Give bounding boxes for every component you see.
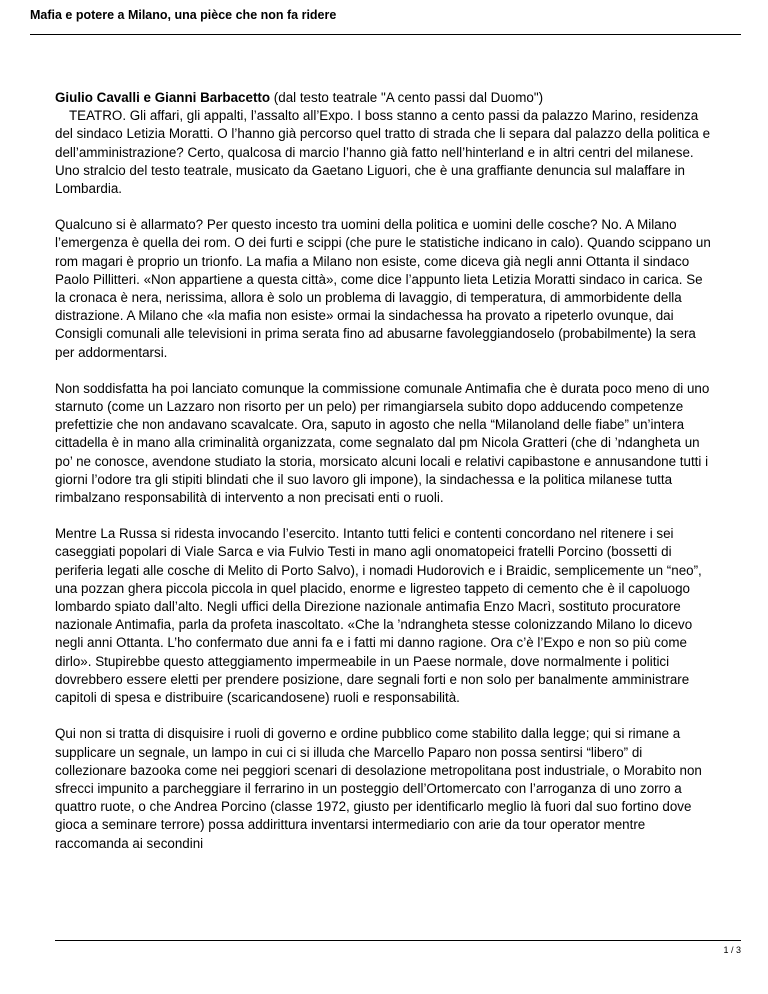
byline-source: (dal testo teatrale "A cento passi dal Duomo") xyxy=(270,90,544,105)
article-paragraph: Non soddisfatta ha poi lanciato comunque la commissione comunale Antimafia che è durata poco meno di uno starnuto (come un Lazzaro non risorto per un pelo) per rimangiarsela subito dopo adducendo competenze prefettizie che non andavano scavalcate. Ora, saputo in agosto che nella “Milanoland delle fiabe” un’intera cittadella è in mano alla criminalità organizzata, come segnalato dal pm Nicola Gratteri (che di ’ndangheta un po’ ne conosce, avendone studiato la storia, morsicato alcuni locali e relativi capibastone e annusandone tutti i giorni l’odore tra gli stipiti blindati che il suo lavoro gli impone), la sindachessa e la politica milanese tutta rimbalzano responsabilità di intervento a non precisati enti o ruoli. xyxy=(55,380,710,506)
article-paragraph: Qui non si tratta di disquisire i ruoli di governo e ordine pubblico come stabilito dalla legge; qui si rimane a supplicare un segnale, un lampo in cui ci si illuda che Marcello Paparo non possa sentirsi “libero” di collezionare bazooka come nei peggiori scenari di desolazione metropolitana post industriale, o Morabito non sfrecci impunito a parcheggiare il ferrarino in un posteggio dell’Ortomercato con l’arroganza di uno zorro a quattro ruote, o che Andrea Porcino (classe 1972, giusto per identificarlo meglio là fuori dal suo fortino dove gioca a seminare terrore) possa addirittura inventarsi intermediario con arie da tour operator mentre raccomanda ai secondini xyxy=(55,726,702,851)
page-header-title: Mafia e potere a Milano, una pièce che non fa ridere xyxy=(30,8,337,22)
intro-text: TEATRO. Gli affari, gli appalti, l’assalto all’Expo. I boss stanno a cento passi da palazzo Marino, residenza del sindaco Letizia Moratti. O l’hanno già percorso quel tratto di strada che li separa dal palazzo della politica e dell’amministrazione? Certo, qualcosa di marcio l’hanno già fatto nell’hinterland e in altri centri del milanese. Uno stralcio del testo teatrale, musicato da Gaetano Liguori, che è una graffiante denuncia sul malaffare in Lombardia. xyxy=(55,108,711,197)
byline-authors: Giulio Cavalli e Gianni Barbacetto xyxy=(55,90,271,105)
header-divider xyxy=(30,34,741,35)
article-paragraph: Qualcuno si è allarmato? Per questo incesto tra uomini della politica e uomini delle cosche? No. A Milano l’emergenza è quella dei rom. O dei furti e scippi (che pure le statistiche indicano in calo). Quando scippano un rom magari è proprio un trionfo. La mafia a Milano non esiste, come diceva già negli anni Ottanta il sindaco Paolo Pillitteri. «Non appartiene a questa città», come dice l’appunto lieta Letizia Moratti sindaco in carica. Se la cronaca è nera, nerissima, allora è solo un problema di lavaggio, di temperatura, di ammorbidente della distrazione. A Milano che «la mafia non esiste» ormai la sindachessa ha provato a ripeterlo ovunque, dai Consigli comunali alle televisioni in prima serata fino ad abusarne favoleggiandoselo (probabilmente) la sera per addormentarsi. xyxy=(55,217,711,360)
article-body xyxy=(55,89,711,871)
article-paragraph: Mentre La Russa si ridesta invocando l’esercito. Intanto tutti felici e contenti concordano nel ritenere i sei caseggiati popolari di Viale Sarca e via Fulvio Testi in mano agli onomatopeici fratelli Porcino (bossetti di periferia legati alle cosche di Melito di Porto Salvo), i nomadi Hudorovich e i Braidic, semplicemente un “neo”, una pozzan ghera piccola piccola in quel placido, enorme e ligresteo tappeto di cemento che è il capoluogo lombardo spiato dall’alto. Negli uffici della Direzione nazionale antimafia Enzo Macrì, sostituto procuratore nazionale Antimafia, parla da profeta inascoltato. «Che la ’ndrangheta stesse colonizzando Milano lo dicevo negli anni Ottanta. L’ho confermato due anni fa e i fatti mi danno ragione. Ora c’è l’Expo e non so più come dirlo». Stupirebbe questo atteggiamento impermeabile in un Paese normale, dove normalmente i politici dovrebbero essere eletti per prendere posizione, dare segnali forti e non solo per banalmente amministrare capitoli di spesa e distribuire (scaricandosene) ruoli e responsabilità. xyxy=(55,526,702,706)
footer-divider xyxy=(55,940,741,941)
page-number: 1 / 3 xyxy=(723,945,741,955)
article-intro-paragraph xyxy=(55,89,711,198)
